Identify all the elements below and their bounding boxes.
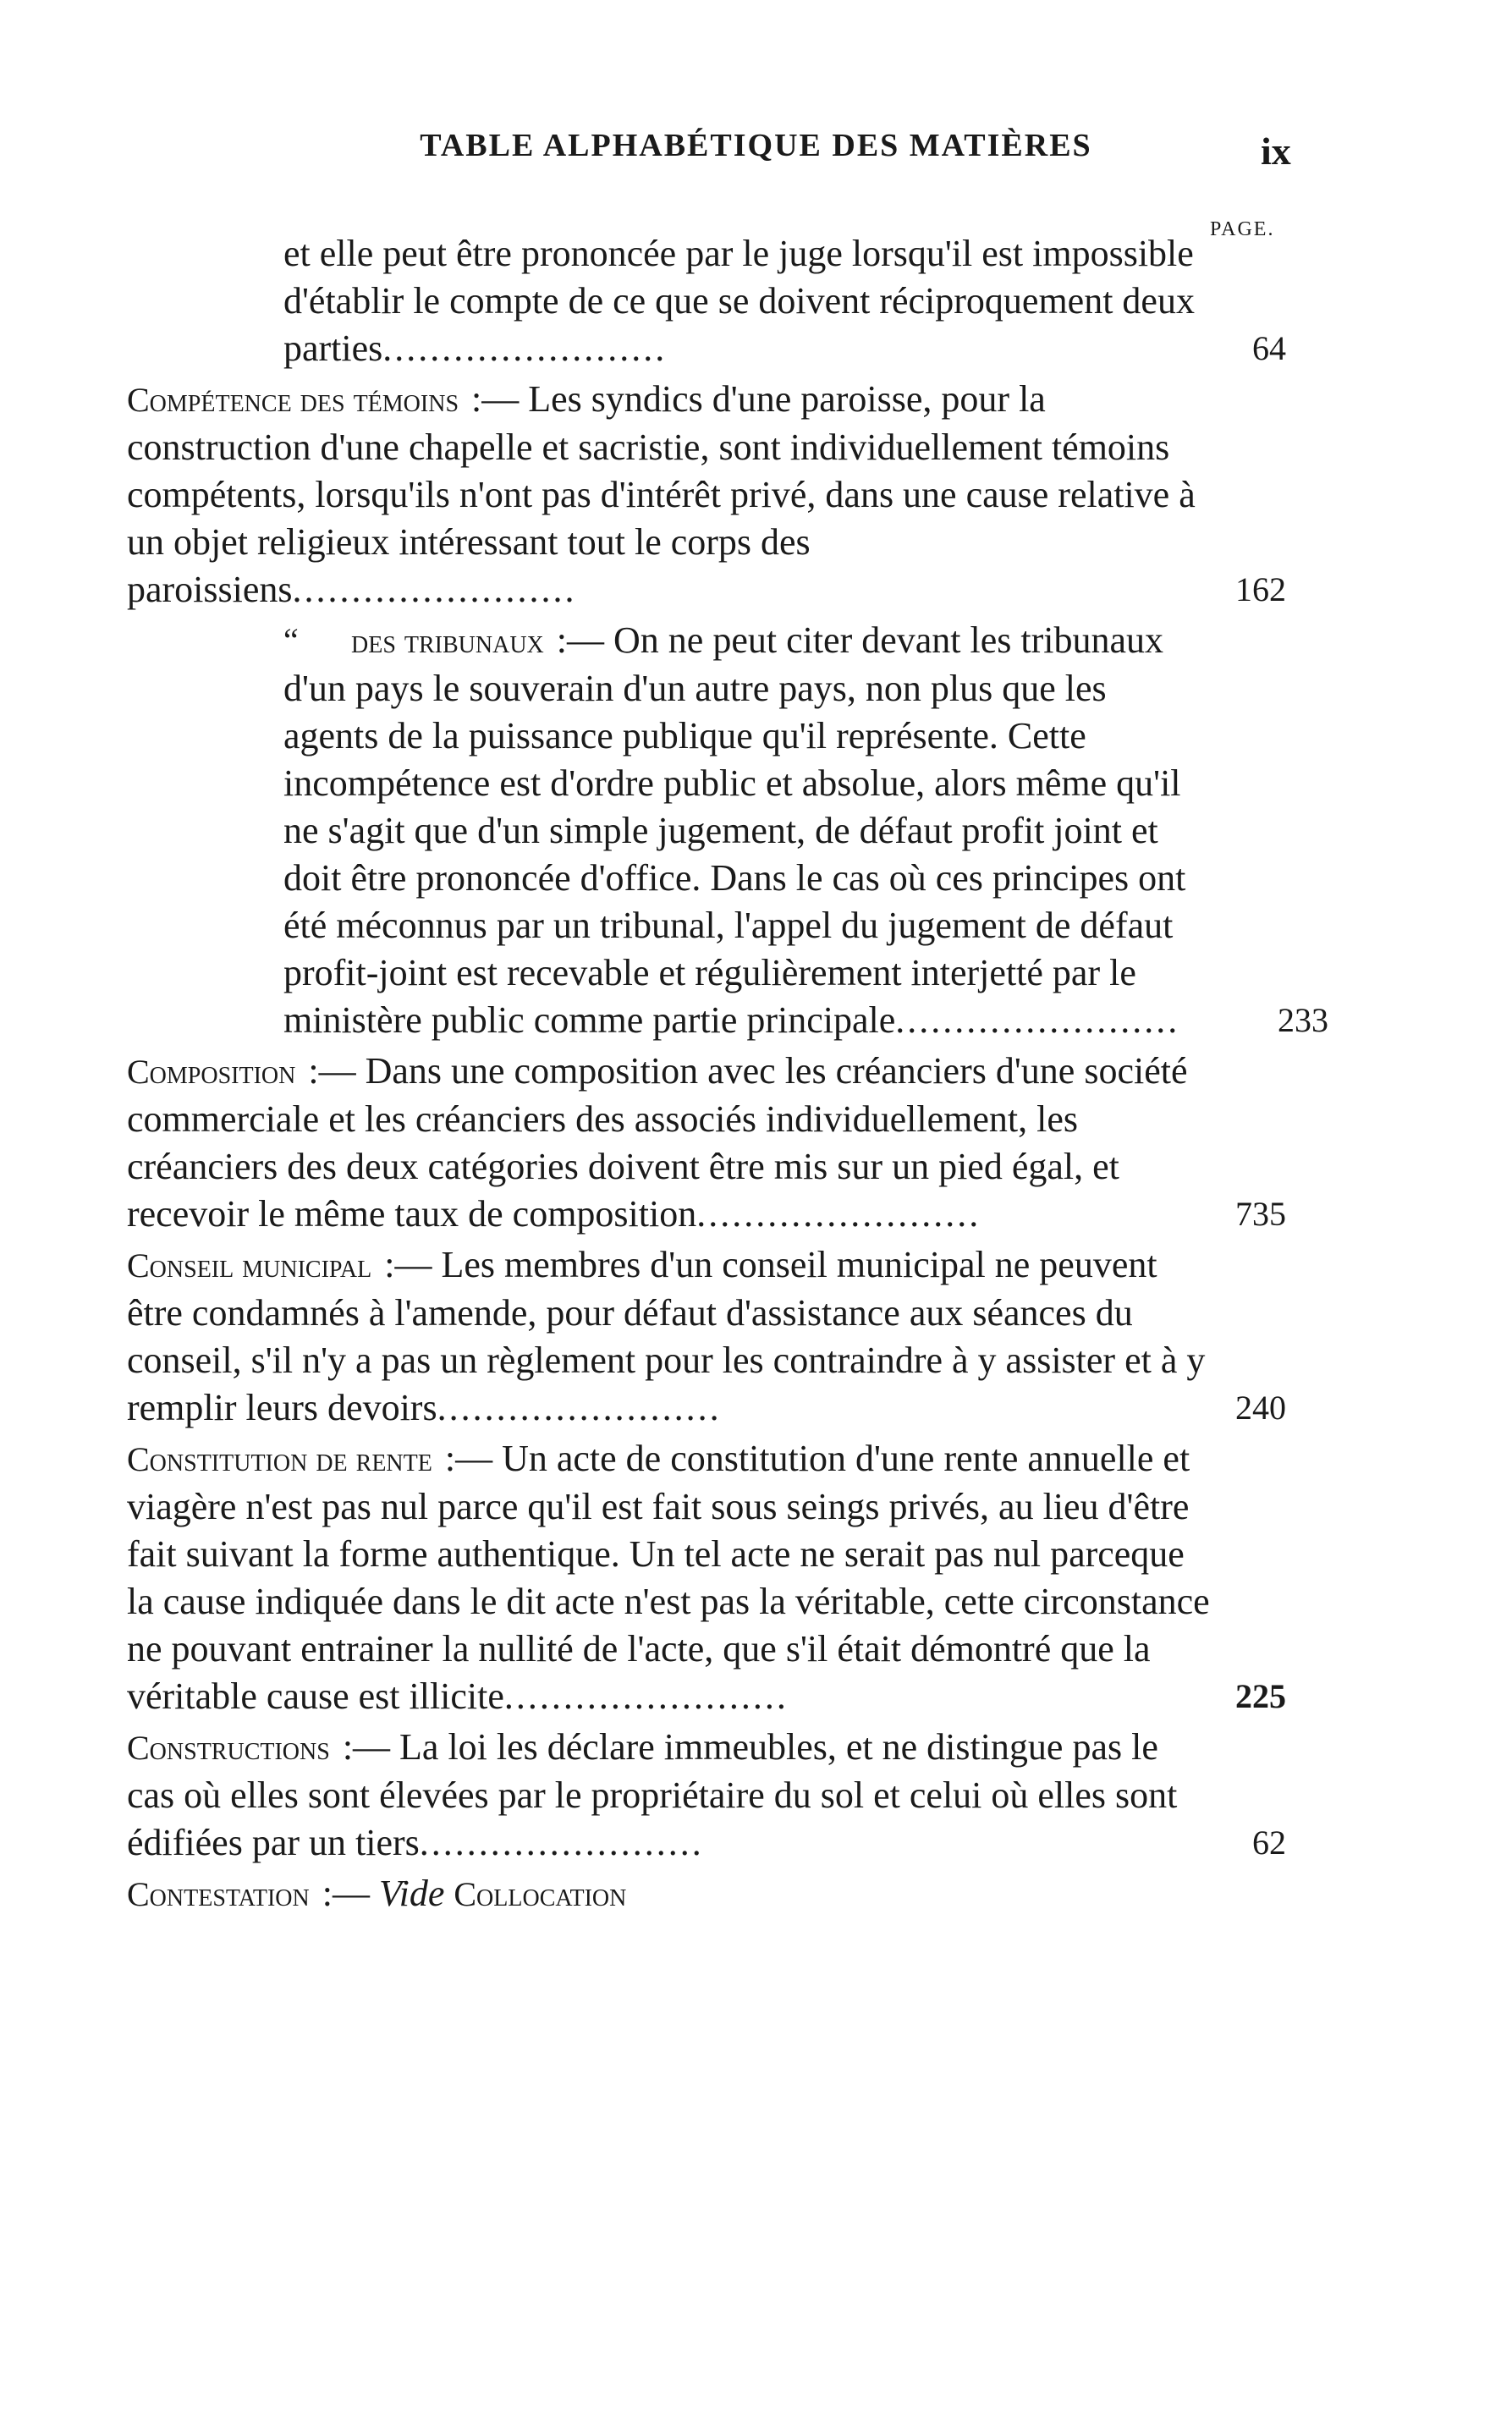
dot-leader: ........................ — [696, 1193, 981, 1235]
index-entry — [127, 1870, 1286, 1918]
page-column-label: PAGE. — [1210, 218, 1275, 240]
entry-heading: Constitution de rente — [127, 1440, 432, 1478]
index-entry — [127, 376, 1286, 613]
entry-heading: Composition — [127, 1053, 296, 1091]
entry-heading: Compétence des témoins — [127, 381, 459, 419]
entry-separator: :— — [556, 619, 605, 661]
entry-text: Les syndics d'une paroisse, pour la construction d'une chapelle et sacristie, sont individuellement témoins compétents, lorsqu'ils n'ont pas d'intérêt privé, dans une cause relative à un objet religieux intéressant tout le corps des paroissiens — [127, 378, 1196, 610]
index-entry — [127, 230, 1286, 372]
dot-leader: ........................ — [503, 1675, 789, 1717]
entry-separator: :— — [322, 1873, 370, 1914]
entry-heading: Contestation — [127, 1875, 310, 1913]
entry-heading: des tribunaux — [351, 622, 544, 660]
entry-text: On ne peut citer devant les tribunaux d'un pays le souverain d'un autre pays, non plus que les agents de la puissance publique qu'il représente. Cette incompétence est d'ordre public et absolue, alors même qu'il ne s'agit que d'un simple jugement, de défaut profit joint et doit être prononcée d'office. Dans le cas où ces principes ont été méconnus par un tribunal, l'appel du jugement de défaut profit-joint est recevable et régulièrement interjetté par le ministère public comme partie principale — [283, 619, 1186, 1041]
dot-leader: ........................ — [895, 999, 1180, 1041]
index-subentry — [127, 617, 1328, 1044]
entry-separator: :— — [384, 1244, 432, 1285]
dot-leader: ........................ — [419, 1822, 704, 1863]
page-number: 64 — [1252, 329, 1286, 367]
entry-text: Les membres d'un conseil municipal ne peuvent être condamnés à l'amende, pour défaut d'assistance aux séances du conseil, s'il n'y a pas un règlement pour les contraindre à y assister et à y remplir leurs devoirs — [127, 1244, 1206, 1428]
page-number: 225 — [1235, 1677, 1286, 1715]
dot-leader: ........................ — [437, 1387, 722, 1428]
index-entry — [127, 1241, 1286, 1432]
entry-separator: :— — [471, 378, 520, 420]
ditto-mark: “ — [283, 621, 299, 659]
cross-reference-vide: Vide — [378, 1873, 445, 1914]
entry-heading: Conseil municipal — [127, 1246, 372, 1285]
dot-leader: ........................ — [382, 327, 668, 369]
index-entry — [127, 1724, 1286, 1867]
index-entry — [127, 1048, 1286, 1238]
page-number: 240 — [1235, 1389, 1286, 1427]
folio: ix — [1261, 129, 1291, 173]
running-head: TABLE ALPHABÉTIQUE DES MATIÈRES — [420, 128, 1092, 163]
entry-separator: :— — [308, 1050, 356, 1092]
dot-leader: ........................ — [292, 569, 577, 610]
page-number: 62 — [1252, 1824, 1286, 1862]
entry-separator: :— — [342, 1726, 391, 1768]
entry-text: La loi les déclare immeubles, et ne distingue pas le cas où elles sont élevées par le propriétaire du sol et celui où elles sont édifiées par un tiers — [127, 1726, 1178, 1863]
entry-separator: :— — [444, 1438, 493, 1479]
page-number: 233 — [1278, 1001, 1328, 1039]
entry-text: Dans une composition avec les créanciers d'une société commerciale et les créanciers des associés individuellement, les créanciers des deux catégories doivent être mis sur un pied égal, et recevoir le même taux de composition — [127, 1050, 1188, 1235]
index-entries — [127, 230, 1328, 1922]
page-number: 162 — [1235, 570, 1286, 608]
entry-text: Un acte de constitution d'une rente annuelle et viagère n'est pas nul parce qu'il est fait sous seings privés, au lieu d'être fait suivant la forme authentique. Un tel acte ne serait pas nul parceque la cause indiquée dans le dit acte n'est pas la véritable, cette circonstance ne pouvant entrainer la nullité de l'acte, que s'il était démontré que la véritable cause est illicite — [127, 1438, 1210, 1717]
cross-reference-target: Collocation — [454, 1875, 627, 1913]
index-entry — [127, 1435, 1286, 1720]
entry-text: et elle peut être prononcée par le juge lorsqu'il est impossible d'établir le compte de ce que se doivent réciproquement deux parties — [283, 233, 1195, 369]
entry-heading: Constructions — [127, 1729, 330, 1767]
page-number: 735 — [1235, 1195, 1286, 1233]
